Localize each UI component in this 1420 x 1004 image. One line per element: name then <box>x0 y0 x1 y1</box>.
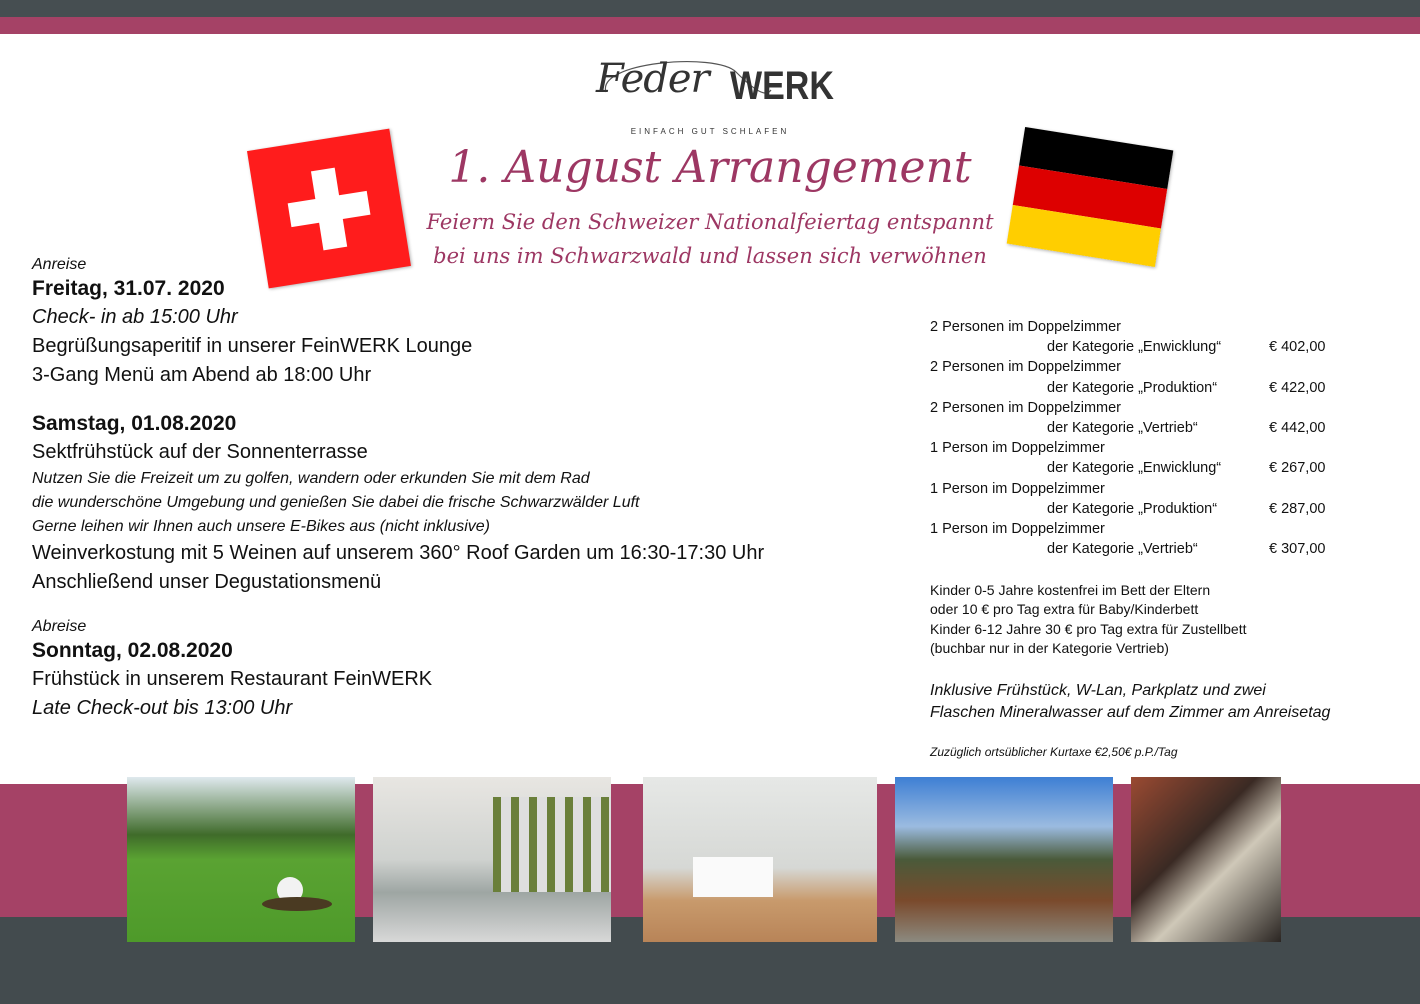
schedule-item: Late Check-out bis 13:00 Uhr <box>32 697 293 719</box>
room-occupancy: 2 Personen im Doppelzimmer <box>930 359 1121 376</box>
day-heading: Sonntag, 02.08.2020 <box>32 639 233 662</box>
kids-line: (buchbar nur in der Kategorie Vertrieb) <box>930 639 1169 656</box>
schedule <box>32 255 764 723</box>
golf-photo <box>127 777 355 942</box>
price-row <box>930 317 1325 357</box>
price-row <box>930 519 1325 559</box>
children-info <box>930 581 1246 658</box>
price-value: € 307,00 <box>1269 541 1326 558</box>
top-accent-bar <box>0 17 1420 34</box>
kids-line: Kinder 6-12 Jahre 30 € pro Tag extra für Zustellbett <box>930 620 1247 637</box>
schedule-item: Begrüßungsaperitif in unserer FeinWERK Lounge <box>32 335 473 357</box>
schedule-item: Frühstück in unserem Restaurant FeinWERK <box>32 668 433 690</box>
top-dark-bar <box>0 0 1420 17</box>
federwerk-logo <box>596 52 836 112</box>
schedule-item: Weinverkostung mit 5 Weinen auf unserem 360° Roof Garden um 16:30-17:30 Uhr <box>32 542 765 564</box>
wine-glasses-photo <box>1131 777 1281 942</box>
terrace-photo <box>895 777 1113 942</box>
day-heading: Freitag, 31.07. 2020 <box>32 277 225 300</box>
schedule-item: 3-Gang Menü am Abend ab 18:00 Uhr <box>32 364 372 386</box>
hotel-room-photo <box>643 777 877 942</box>
price-row <box>930 398 1325 438</box>
room-occupancy: 1 Person im Doppelzimmer <box>930 521 1105 538</box>
subtitle-line: Feiern Sie den Schweizer Nationalfeiertag entspannt <box>426 210 994 234</box>
price-value: € 287,00 <box>1269 500 1326 517</box>
room-occupancy: 2 Personen im Doppelzimmer <box>930 399 1121 416</box>
kurtaxe-note: Zuzüglich ortsüblicher Kurtaxe €2,50€ p.P./Tag <box>930 745 1178 759</box>
kids-line: oder 10 € pro Tag extra für Baby/Kinderbett <box>930 601 1199 618</box>
room-category: der Kategorie „Enwicklung“ <box>1047 460 1222 477</box>
logo-script: Feder <box>596 56 709 102</box>
room-occupancy: 1 Person im Doppelzimmer <box>930 480 1105 497</box>
price-row <box>930 357 1325 397</box>
schedule-note: die wunderschöne Umgebung und genießen Sie dabei die frische Schwarzwälder Luft <box>32 494 640 511</box>
room-category: der Kategorie „Produktion“ <box>1047 379 1218 396</box>
page-title: 1. August Arrangement <box>448 142 972 193</box>
departure-label: Abreise <box>32 618 87 635</box>
price-row <box>930 479 1325 519</box>
logo-bold: WERK <box>730 64 834 108</box>
arrival-label: Anreise <box>32 256 87 273</box>
hotel-entrance-photo <box>373 777 611 942</box>
schedule-item: Sektfrühstück auf der Sonnenterrasse <box>32 441 368 463</box>
price-value: € 422,00 <box>1269 379 1326 396</box>
room-category: der Kategorie „Produktion“ <box>1047 500 1218 517</box>
schedule-item: Anschließend unser Degustationsmenü <box>32 571 382 593</box>
room-occupancy: 1 Person im Doppelzimmer <box>930 440 1105 457</box>
price-value: € 442,00 <box>1269 420 1326 437</box>
schedule-item: Check- in ab 15:00 Uhr <box>32 306 238 328</box>
price-list <box>930 317 1325 559</box>
day-heading: Samstag, 01.08.2020 <box>32 412 237 435</box>
subtitle-line: bei uns im Schwarzwald und lassen sich verwöhnen <box>433 244 987 268</box>
inclusive-line: Inklusive Frühstück, W-Lan, Parkplatz und zwei <box>930 682 1266 699</box>
price-value: € 267,00 <box>1269 460 1326 477</box>
schedule-note: Gerne leihen wir Ihnen auch unsere E-Bikes aus (nicht inklusive) <box>32 518 491 535</box>
room-occupancy: 2 Personen im Doppelzimmer <box>930 319 1121 335</box>
kids-line: Kinder 0-5 Jahre kostenfrei im Bett der Eltern <box>930 582 1211 598</box>
room-category: der Kategorie „Vertrieb“ <box>1047 420 1198 437</box>
schedule-note: Nutzen Sie die Freizeit um zu golfen, wandern oder erkunden Sie mit dem Rad <box>32 470 590 487</box>
inclusive-info <box>930 680 1330 724</box>
room-category: der Kategorie „Enwicklung“ <box>1047 339 1222 356</box>
inclusive-line: Flaschen Mineralwasser auf dem Zimmer am Anreisetag <box>930 704 1331 721</box>
room-category: der Kategorie „Vertrieb“ <box>1047 541 1198 558</box>
price-row <box>930 438 1325 478</box>
tagline: EINFACH GUT SCHLAFEN <box>630 127 790 136</box>
price-value: € 402,00 <box>1269 339 1326 356</box>
